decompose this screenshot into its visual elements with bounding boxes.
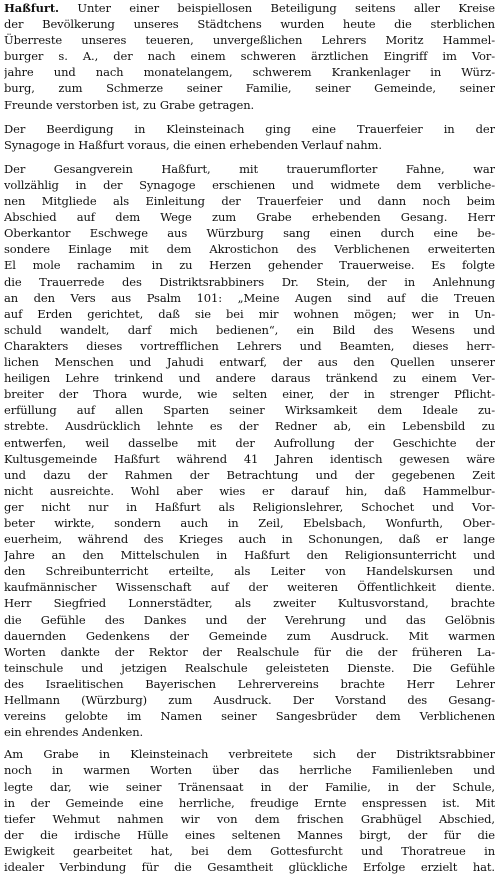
article-line: lichen Menschen und Jahudi entwarf, der aus den Quellen unserer bbox=[4, 355, 495, 369]
article-line: den Schreibunterricht erteilte, als Leiter von Handelskursen und bbox=[4, 564, 495, 578]
article-line: ein ehrendes Andenken. bbox=[4, 725, 144, 739]
article-line: burg, zum Schmerze seiner Familie, seiner Gemeinde, seiner bbox=[4, 81, 495, 95]
article-line: Unter einer beispiellosen Beteiligung seitens aller Kreise bbox=[77, 1, 495, 15]
article-line: Jahre an den Mittelschulen in Haßfurt den Religionsunterricht und bbox=[4, 548, 495, 562]
article-line: noch in warmen Worten über das herrliche Familienleben und bbox=[4, 763, 495, 777]
article-line: und dazu der Rahmen der Betrachtung und der gegebenen Zeit bbox=[4, 468, 495, 482]
article-line: nicht ausreichte. Wohl aber wies er darauf hin, daß Hammelbur- bbox=[4, 484, 495, 498]
article-line: strebte. Ausdrücklich lehnte es der Redner ab, ein Lebensbild zu bbox=[4, 419, 495, 433]
article-line: Oberkantor Eschwege aus Würzburg sang einen durch eine be- bbox=[4, 226, 495, 240]
article-line: Der Gesangverein Haßfurt, mit trauerumflorter Fahne, war bbox=[4, 162, 495, 176]
article-line: dauernden Gedenkens der Gemeinde zum Ausdruck. Mit warmen bbox=[4, 629, 495, 643]
article-line: breiter der Thora wurde, wie selten einer, der in strenger Pflicht- bbox=[4, 387, 495, 401]
article-line: idealer Verbindung für die Gesamtheit glückliche Erfolge erzielt hat. bbox=[4, 860, 495, 874]
article-line: die Gefühle des Dankes und der Verehrung und das Gelöbnis bbox=[4, 613, 495, 627]
article-line: vereins gelobte im Namen seiner Sangesbrüder dem Verblichenen bbox=[4, 709, 495, 723]
article-line: entwerfen, weil dasselbe mit der Aufrollung der Geschichte der bbox=[4, 436, 495, 450]
article-line: Überreste unseres teueren, unvergeßlichen Lehrers Moritz Hammel- bbox=[4, 33, 495, 47]
place-headline: Haßfurt. bbox=[4, 1, 59, 15]
article-line: El mole rachamim in zu Herzen gehender Trauerweise. Es folgte bbox=[4, 258, 495, 272]
article-line: tiefer Wehmut nahmen wir von dem frischen Grabhügel Abschied, bbox=[4, 812, 495, 826]
article-line: Am Grabe in Kleinsteinach verbreitete sich der Distriktsrabbiner bbox=[4, 747, 495, 761]
article-line: Ewigkeit gearbeitet hat, bei dem Gottesfurcht und Thoratreue in bbox=[4, 844, 495, 858]
article-line: kaufmännischer Wissenschaft auf der weiteren Öffentlichkeit diente. bbox=[4, 580, 495, 594]
article-line: schuld wandelt, darf mich bedienen“, ein Bild des Wesens und bbox=[4, 323, 495, 337]
article-line: euerheim, während des Krieges auch in Schonungen, daß er lange bbox=[4, 532, 495, 546]
article-line: Der Beerdigung in Kleinsteinach ging eine Trauerfeier in der bbox=[4, 122, 495, 136]
article-line: burger s. A., der nach einem schweren ärztlichen Eingriff im Vor- bbox=[4, 49, 495, 63]
article-line: Kultusgemeinde Haßfurt während 41 Jahren identisch gewesen wäre bbox=[4, 452, 495, 466]
article-line: Freunde verstorben ist, zu Grabe getragen. bbox=[4, 98, 255, 112]
article-line: des Israelitischen Bayerischen Lehrervereins brachte Herr Lehrer bbox=[4, 677, 495, 691]
article-line: der die irdische Hülle eines seltenen Mannes birgt, der für die bbox=[4, 828, 495, 842]
article-line: auf Erden gerichtet, daß sie bei mir wohnen mögen; wer in Un- bbox=[4, 307, 495, 321]
article-line: Herr Siegfried Lonnerstädter, als zweiter Kultusvorstand, brachte bbox=[4, 596, 495, 610]
article-line: legte dar, wie seiner Tränensaat in der Familie, in der Schule, bbox=[4, 780, 495, 794]
article-line: an den Vers aus Psalm 101: „Meine Augen sind auf die Treuen bbox=[4, 291, 495, 305]
article-line: vollzählig in der Synagoge erschienen und widmete dem verbliche- bbox=[4, 178, 495, 192]
article-line: die Trauerrede des Distriktsrabbiners Dr. Stein, der in Anlehnung bbox=[4, 275, 495, 289]
article-line: in der Gemeinde eine herrliche, freudige Ernte enspressen ist. Mit bbox=[4, 796, 495, 810]
article-line: Synagoge in Haßfurt voraus, die einen erhebenden Verlauf nahm. bbox=[4, 138, 382, 152]
article-line: teinschule und jetzigen Realschule geleisteten Dienste. Die Gefühle bbox=[4, 661, 495, 675]
article-line: Hellmann (Würzburg) zum Ausdruck. Der Vorstand des Gesang- bbox=[4, 693, 495, 707]
article-headline-line bbox=[4, 0, 495, 16]
article-line: Worten dankte der Rektor der Realschule für die der früheren La- bbox=[4, 645, 495, 659]
article-line: beter wirkte, sondern auch in Zeil, Ebelsbach, Wonfurth, Ober- bbox=[4, 516, 495, 530]
article-line: heiligen Lehre trinkend und andere daraus tränkend zu einem Ver- bbox=[4, 371, 495, 385]
article-line: jahre und nach monatelangem, schwerem Krankenlager in Würz- bbox=[4, 65, 495, 79]
article-line: erfüllung auf allen Sparten seiner Wirksamkeit dem Ideale zu- bbox=[4, 403, 495, 417]
article-line: ger nicht nur in Haßfurt als Religionslehrer, Schochet und Vor- bbox=[4, 500, 495, 514]
article-line: Charakters dieses vortrefflichen Lehrers und Beamten, dieses herr- bbox=[4, 339, 495, 353]
article-line: Abschied auf dem Wege zum Grabe erhebenden Gesang. Herr bbox=[4, 210, 495, 224]
article-line: nen Mitgliede als Einleitung der Trauerfeier und dann noch beim bbox=[4, 194, 495, 208]
article-line: sondere Einlage mit dem Akrostichon des Verblichenen erweiterten bbox=[4, 242, 495, 256]
article-line: der Bevölkerung unseres Städtchens wurden heute die sterblichen bbox=[4, 17, 495, 31]
